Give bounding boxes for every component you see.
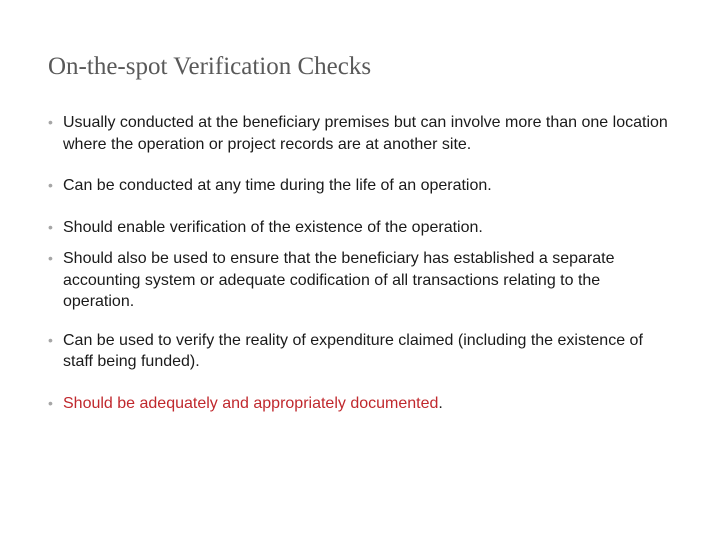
bullet-item <box>48 175 668 197</box>
bullet-dot-icon: • <box>48 114 53 130</box>
bullet-item-highlighted <box>48 393 668 415</box>
bullet-dot-icon: • <box>48 218 53 235</box>
bullet-text: Usually conducted at the beneficiary premises but can involve more than one location where the operation or project records are at another site. <box>63 114 668 153</box>
bullet-item <box>48 330 668 373</box>
bullet-dot-icon: • <box>48 331 53 348</box>
bullet-text: Can be used to verify the reality of expenditure claimed (including the existence of staff being funded). <box>63 331 643 370</box>
bullet-suffix: . <box>438 394 443 412</box>
bullet-list <box>48 112 668 414</box>
slide-title: On-the-spot Verification Checks <box>48 53 372 80</box>
bullet-item <box>48 112 668 155</box>
bullet-item <box>48 217 668 239</box>
bullet-text: Can be conducted at any time during the life of an operation. <box>63 177 492 194</box>
bullet-item <box>48 248 668 313</box>
highlighted-text: Should be adequately and appropriately documented <box>63 394 439 412</box>
bullet-dot-icon: • <box>48 394 53 411</box>
bullet-dot-icon: • <box>48 250 53 266</box>
bullet-dot-icon: • <box>48 177 53 193</box>
bullet-text: Should also be used to ensure that the beneficiary has established a separate accounting system or adequate codification of all transactions relating to the operation. <box>63 250 615 310</box>
bullet-text: Should enable verification of the existence of the operation. <box>63 218 483 236</box>
